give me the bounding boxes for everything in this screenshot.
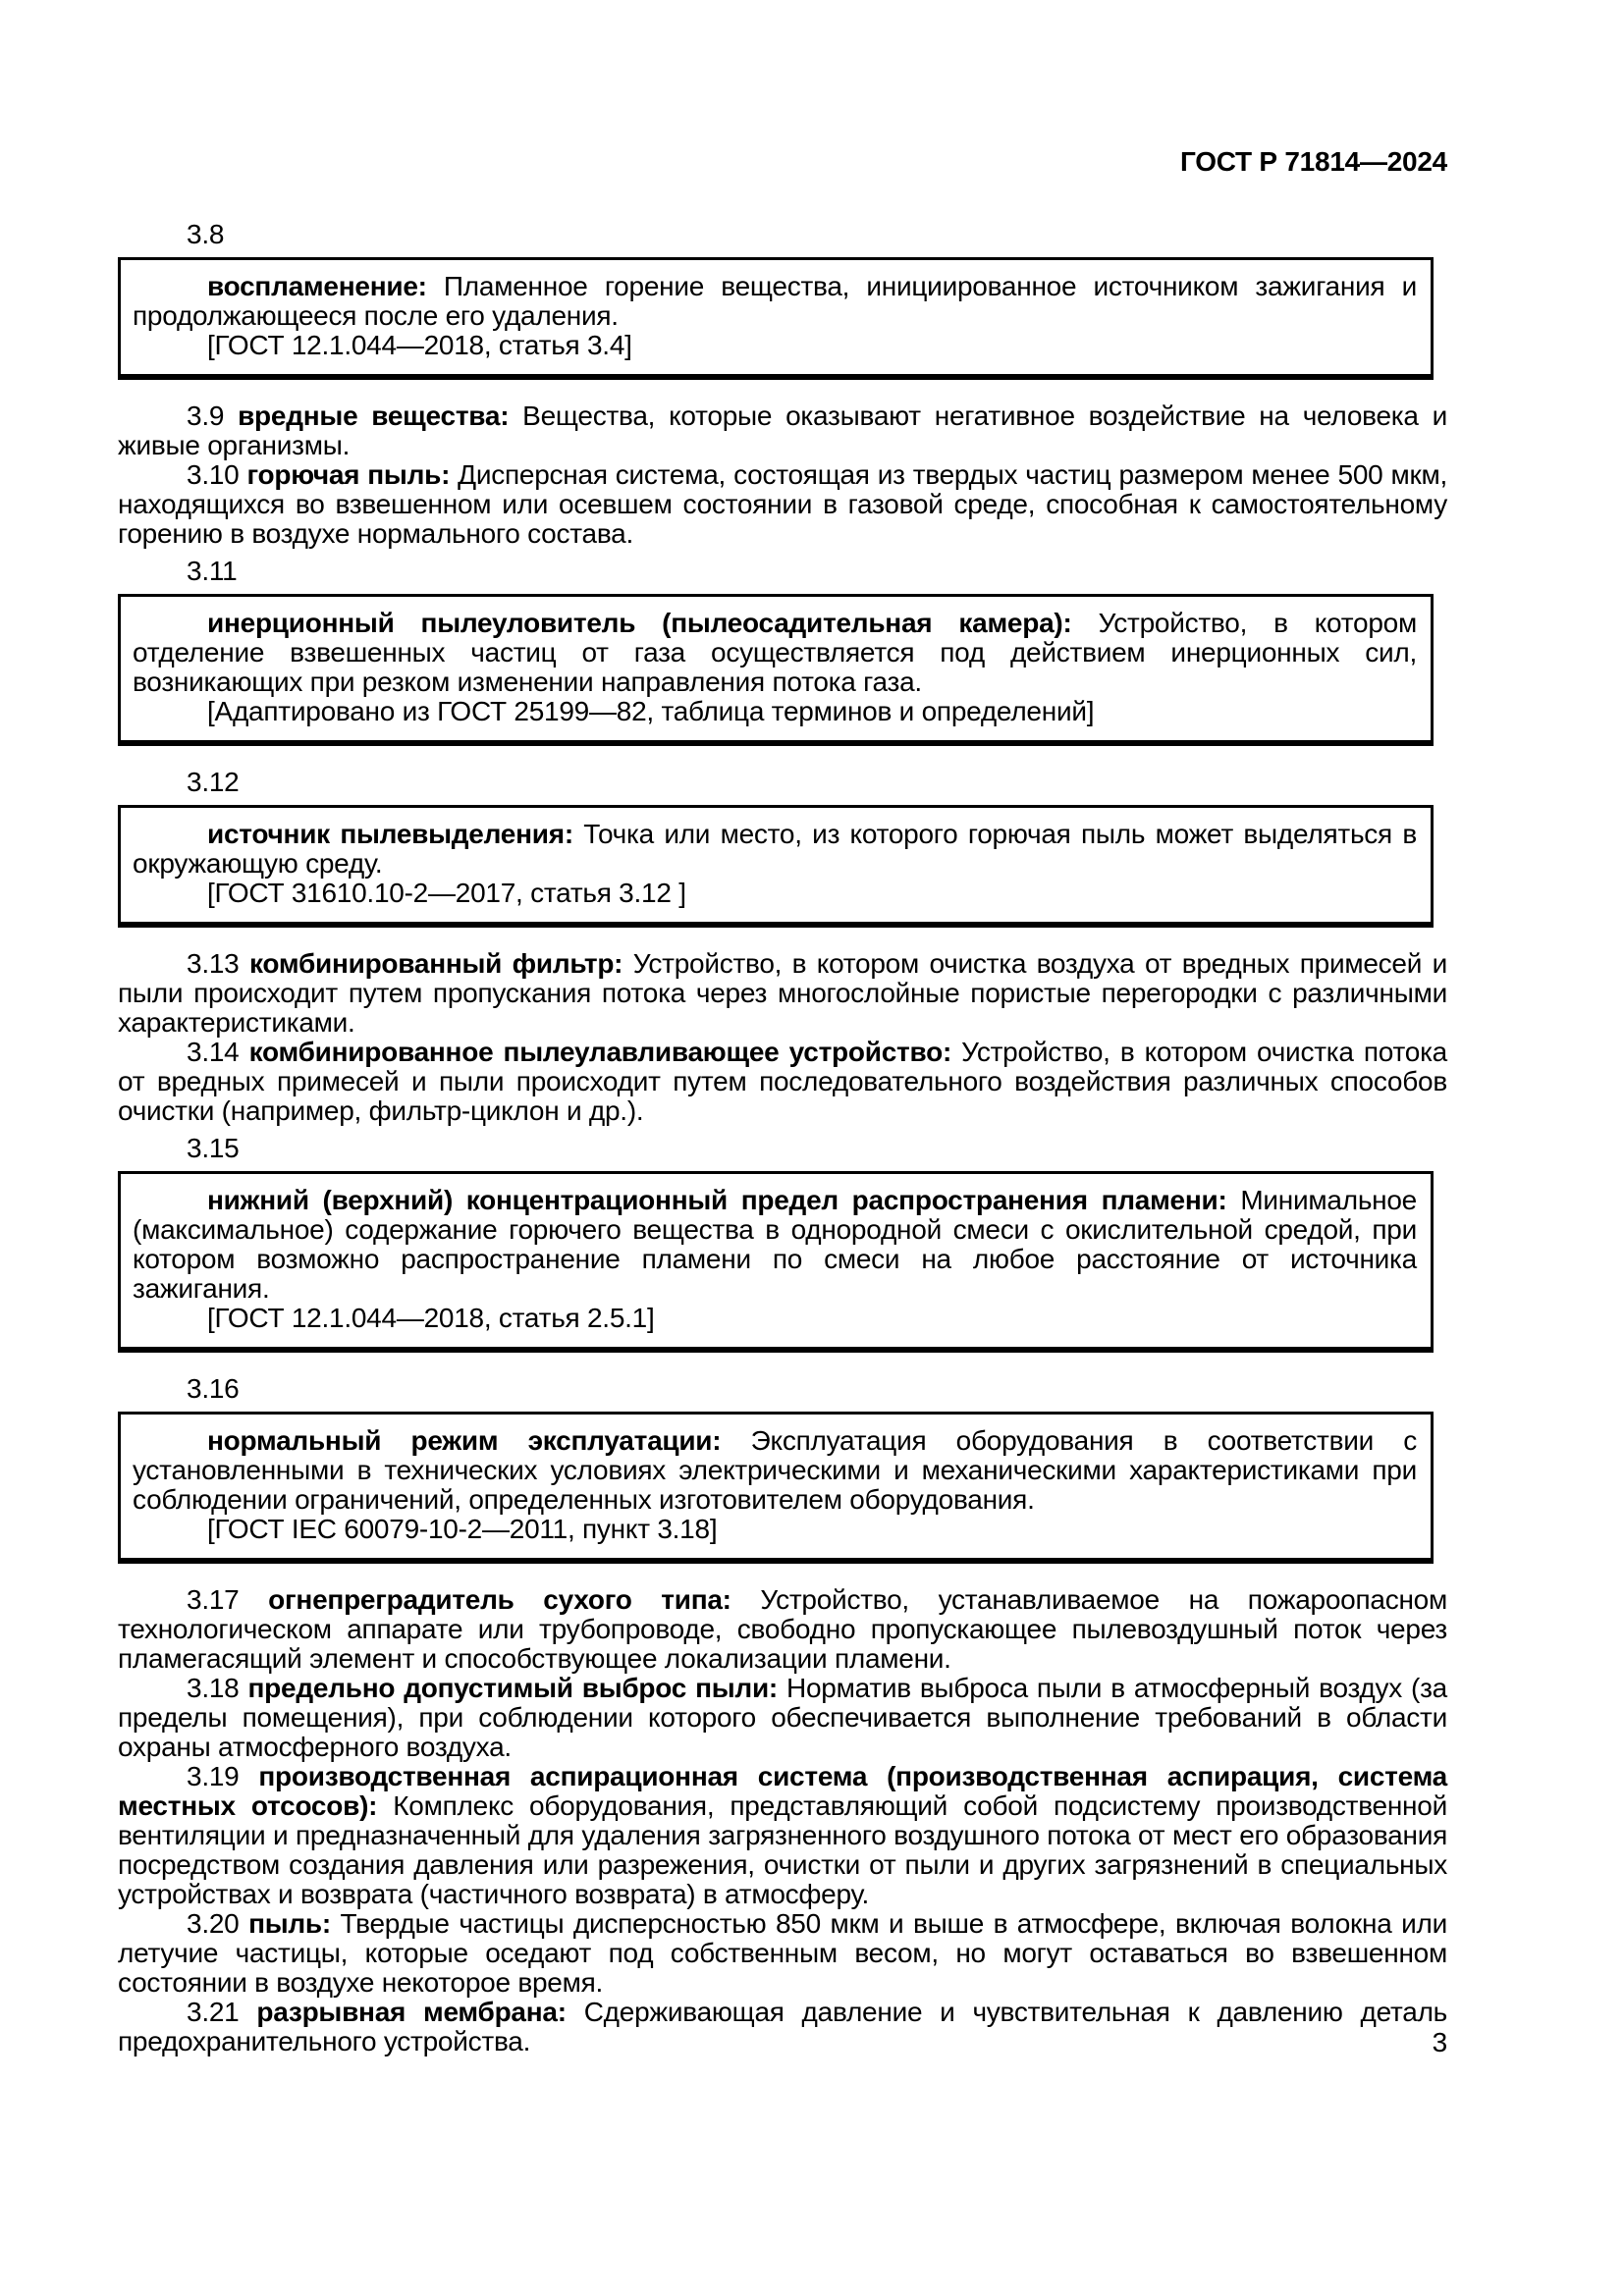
section-number-inline: 3.17 [187, 1584, 240, 1615]
term-box [118, 1412, 1434, 1564]
term-name: комбинированное пылеулавливающее устройство: [248, 1037, 952, 1067]
page-footer [1433, 2028, 1447, 2057]
term-paragraph: 3.13 комбинированный фильтр: Устройство, в котором очистка воздуха от вредных примесей и пыли происходит путем пропускания потока через многослойные пористые перегородки с различными характеристиками. [118, 948, 1447, 1038]
document-body [118, 220, 1447, 2056]
term-box [118, 257, 1434, 380]
term-name: источник пылевыделения: [207, 819, 573, 849]
section-number: 3.12 [187, 767, 240, 797]
term-paragraph: 3.19 производственная аспирационная система (производственная аспирация, система местных отсосов): Комплекс оборудования, представляющий собой подсистему производственной вентиляции и предназначенный для удаления загрязненного воздушного потока от мест его образования посредством создания давления или разрежения, очистки от пыли и других загрязнений в специальных устройствах и возврата (частичного возврата) в атмосферу. [118, 1761, 1448, 1909]
term-name: предельно допустимый выброс пыли: [247, 1673, 778, 1703]
section-number-inline: 3.14 [187, 1037, 240, 1067]
term-name: горючая пыль: [246, 459, 451, 490]
section-number-inline: 3.19 [187, 1761, 240, 1791]
term-name: инерционный пылеуловитель (пылеосадительная камера): [207, 608, 1072, 638]
term-paragraph: 3.20 пыль: Твердые частицы дисперсностью 850 мкм и выше в атмосфере, включая волокна или летучие частицы, которые оседают под собственным весом, но могут оставаться во взвешенном состоянии в воздухе некоторое время. [118, 1908, 1447, 1998]
term-name: разрывная мембрана: [256, 1997, 567, 2027]
section-number: 3.15 [187, 1133, 240, 1163]
section-number-inline: 3.21 [187, 1997, 240, 2027]
term-definition: инерционный пылеуловитель (пылеосадительная камера): Устройство, в котором отделение взвешенных частиц от газа осуществляется под действием инерционных сил, возникающих при резком изменении направления потока газа. [133, 608, 1417, 697]
term-source: [ГОСТ 31610.10-2—2017, статья 3.12 ] [207, 878, 686, 908]
term-definition: воспламенение: Пламенное горение вещества, инициированное источником зажигания и продолжающееся после его удаления. [133, 271, 1417, 331]
section-number: 3.11 [187, 556, 238, 586]
term-source: [ГОСТ IEC 60079-10-2—2011, пункт 3.18] [207, 1514, 718, 1544]
term-definition: нормальный режим эксплуатации: Эксплуатация оборудования в соответствии с установленными в технических условиях электрическими и механическими характеристиками при соблюдении ограничений, определенных изготовителем оборудования. [133, 1425, 1417, 1515]
term-name: нормальный режим эксплуатации: [207, 1425, 722, 1456]
term-paragraph: 3.14 комбинированное пылеулавливающее устройство: Устройство, в котором очистка потока от вредных примесей и пыли происходит путем последовательного воздействия различных способов очистки (например, фильтр-циклон и др.). [118, 1037, 1448, 1126]
term-name: комбинированный фильтр: [248, 948, 623, 979]
section-number-inline: 3.9 [187, 400, 225, 431]
term-name: пыль: [248, 1908, 331, 1939]
term-box [118, 594, 1434, 746]
term-paragraph: 3.21 разрывная мембрана: Сдерживающая давление и чувствительная к давлению деталь предохранительного устройства. [118, 1997, 1448, 2056]
term-name: огнепреградитель сухого типа: [268, 1584, 731, 1615]
term-paragraph: 3.9 вредные вещества: Вещества, которые оказывают негативное воздействие на человека и живые организмы. [118, 400, 1448, 460]
section-number: 3.8 [187, 219, 225, 249]
term-definition: источник пылевыделения: Точка или место, из которого горючая пыль может выделяться в окружающую среду. [133, 819, 1417, 879]
term-paragraph: 3.18 предельно допустимый выброс пыли: Норматив выброса пыли в атмосферный воздух (за пределы помещения), при соблюдении которого обеспечивается выполнение требований в области охраны атмосферного воздуха. [118, 1673, 1448, 1762]
term-source: [Адаптировано из ГОСТ 25199—82, таблица терминов и определений] [207, 696, 1095, 726]
term-name: нижний (верхний) концентрационный предел распространения пламени: [207, 1185, 1227, 1215]
page-number: 3 [1432, 2027, 1447, 2057]
term-source: [ГОСТ 12.1.044—2018, статья 3.4] [207, 330, 632, 360]
term-paragraph: 3.17 огнепреградитель сухого типа: Устройство, устанавливаемое на пожароопасном технологическом аппарате или трубопроводе, свободно пропускающее пылевоздушный поток через пламегасящий элемент и способствующее локализации пламени. [118, 1584, 1447, 1674]
standard-code: ГОСТ Р 71814—2024 [1179, 146, 1447, 177]
term-paragraph: 3.10 горючая пыль: Дисперсная система, состоящая из твердых частиц размером менее 500 мкм, находящихся во взвешенном или осевшем состоянии в газовой среде, способная к самостоятельному горению в воздухе нормального состава. [118, 459, 1447, 549]
section-number-inline: 3.18 [187, 1673, 240, 1703]
document-header [118, 147, 1447, 177]
term-name: воспламенение: [207, 271, 427, 301]
term-box [118, 805, 1434, 928]
section-number-inline: 3.13 [187, 948, 240, 979]
term-name: вредные вещества: [238, 400, 510, 431]
term-source: [ГОСТ 12.1.044—2018, статья 2.5.1] [207, 1303, 655, 1333]
term-definition: нижний (верхний) концентрационный предел распространения пламени: Минимальное (максимальное) содержание горючего вещества в однородной смеси с окислительной средой, при котором возможно распространение пламени по смеси на любое расстояние от источника зажигания. [133, 1185, 1418, 1304]
section-number-inline: 3.10 [187, 459, 240, 490]
term-box [118, 1171, 1434, 1353]
term-name: производственная аспирационная система (производственная аспирация, система местных отсосов): [118, 1761, 1448, 1821]
section-number: 3.16 [187, 1373, 240, 1404]
section-number-inline: 3.20 [187, 1908, 240, 1939]
